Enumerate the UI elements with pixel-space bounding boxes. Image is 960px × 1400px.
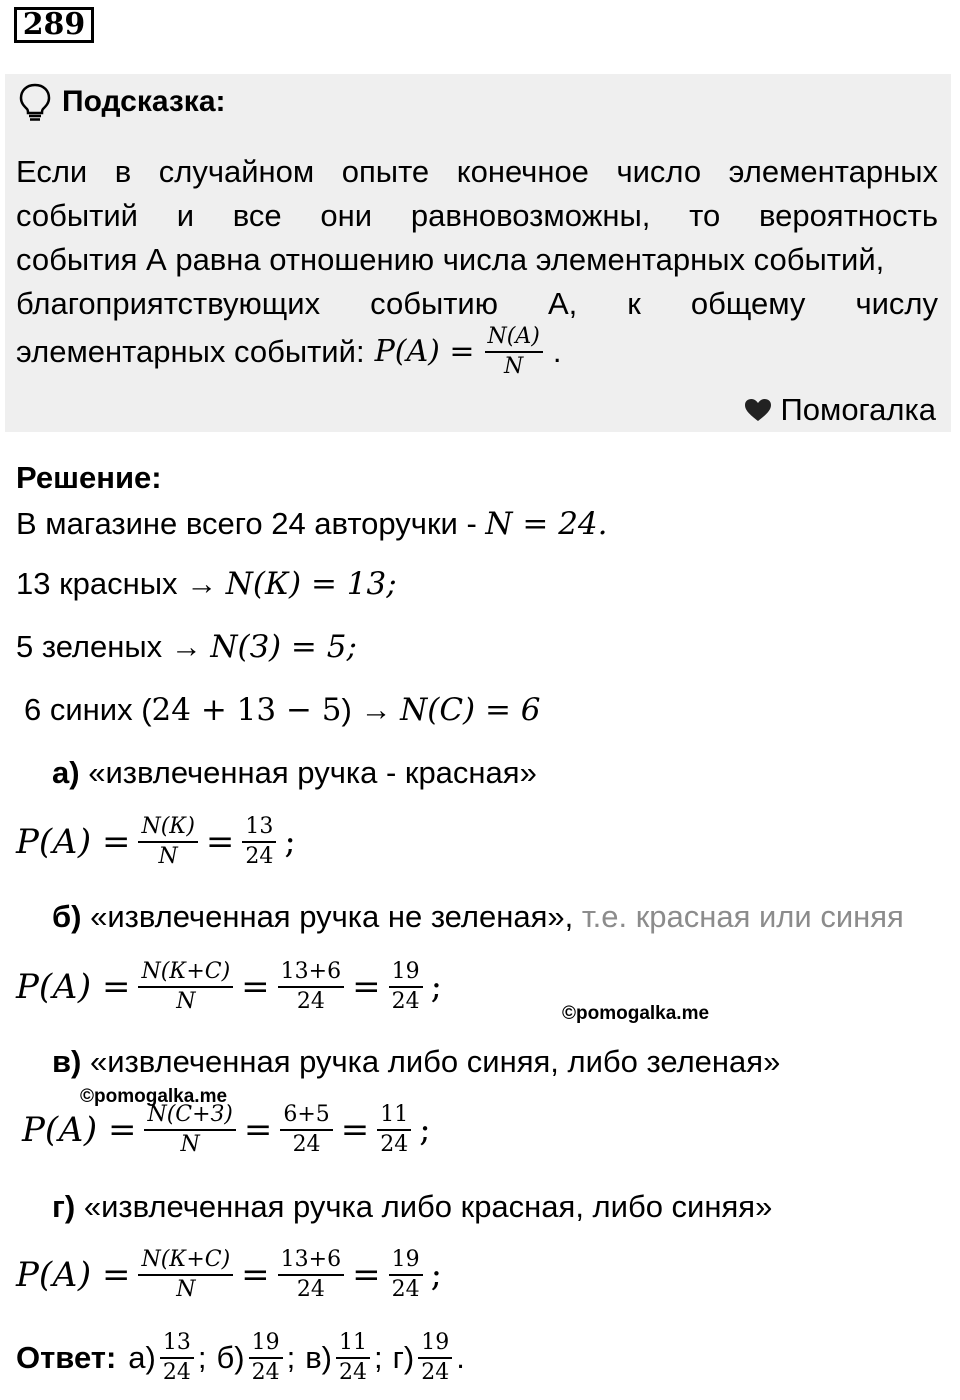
blue-text: 6 синих ( bbox=[24, 692, 152, 727]
answer-c-label: в) bbox=[305, 1340, 332, 1375]
part-d-frac-1 bbox=[138, 1249, 233, 1301]
part-d-label: г) bbox=[52, 1189, 76, 1224]
blue-math-paren: 24 + 13 − 5 bbox=[151, 692, 342, 728]
part-c-text: «извлеченная ручка либо синяя, либо зеленая» bbox=[90, 1044, 781, 1079]
part-b-formula bbox=[16, 961, 442, 1013]
part-b-f3-num: 19 bbox=[389, 961, 423, 988]
total-line bbox=[16, 506, 608, 542]
answer-a-sep: ; bbox=[197, 1340, 207, 1375]
part-d-f1-den: N bbox=[176, 1277, 196, 1302]
part-c-f1-den: N bbox=[180, 1132, 200, 1157]
equals-sign: = bbox=[352, 1255, 381, 1295]
part-b-frac-3 bbox=[389, 961, 423, 1013]
part-d-frac-3 bbox=[389, 1249, 423, 1301]
part-d-f2-den: 24 bbox=[296, 1277, 325, 1302]
answer-c-num: 11 bbox=[336, 1332, 370, 1359]
part-c-f2-den: 24 bbox=[292, 1132, 321, 1157]
green-text: 5 зеленых → bbox=[16, 629, 202, 664]
part-a-f1-num: N(К) bbox=[138, 816, 197, 843]
part-d-formula bbox=[16, 1249, 442, 1301]
part-b-f2-den: 24 bbox=[296, 989, 325, 1014]
hint-line-2: событий и все они равновозможны, то вероятность bbox=[16, 198, 938, 233]
watermark: ©pomogalka.me bbox=[80, 1086, 228, 1107]
equals-sign: = bbox=[205, 822, 235, 862]
watermark: ©pomogalka.me bbox=[562, 1003, 710, 1024]
green-line bbox=[16, 629, 357, 665]
answer-a-fraction bbox=[160, 1332, 194, 1384]
answer-d-label: г) bbox=[392, 1340, 415, 1375]
part-a-f2-num: 13 bbox=[242, 816, 276, 843]
hint-title bbox=[18, 82, 226, 122]
part-a-statement bbox=[52, 755, 537, 791]
hint-title-text: Подсказка: bbox=[62, 85, 226, 118]
heart-icon bbox=[744, 398, 772, 422]
answer-c-sep: ; bbox=[374, 1340, 383, 1375]
brand-label bbox=[744, 392, 936, 428]
part-c-tail: ; bbox=[419, 1110, 431, 1150]
part-b-f3-den: 24 bbox=[391, 989, 420, 1014]
equals-sign: = bbox=[340, 1110, 370, 1150]
part-c-formula bbox=[22, 1104, 431, 1156]
answer-label: Ответ: bbox=[16, 1340, 117, 1375]
part-a-f1-den: N bbox=[158, 844, 178, 869]
answer-b-label: б) bbox=[216, 1340, 245, 1375]
part-a-formula bbox=[16, 816, 296, 868]
part-a-frac-1 bbox=[138, 816, 197, 868]
part-d-f3-den: 24 bbox=[391, 1277, 420, 1302]
answer-a-num: 13 bbox=[160, 1332, 194, 1359]
answer-b-den: 24 bbox=[251, 1360, 280, 1385]
problem-number: 289 bbox=[14, 7, 94, 43]
answer-d-num: 19 bbox=[418, 1332, 452, 1359]
hint-line-5-text: элементарных событий: bbox=[16, 334, 365, 369]
answer-c-den: 24 bbox=[339, 1360, 367, 1385]
part-a-lhs: P(А) = bbox=[16, 822, 131, 862]
part-b-statement bbox=[52, 899, 904, 935]
part-a-label: а) bbox=[52, 755, 80, 790]
total-text: В магазине всего 24 авторучки - bbox=[16, 506, 486, 541]
part-d-text: «извлеченная ручка либо красная, либо синяя» bbox=[83, 1189, 773, 1224]
part-c-f3-den: 24 bbox=[380, 1132, 409, 1157]
part-a-tail: ; bbox=[284, 822, 296, 862]
blue-line bbox=[24, 692, 541, 728]
hint-formula-end: . bbox=[552, 334, 562, 369]
hint-formula-den: N bbox=[504, 354, 524, 379]
hint-formula-num: N(A) bbox=[485, 326, 543, 353]
hint-line-5 bbox=[16, 326, 938, 378]
part-b-f1-den: N bbox=[176, 989, 196, 1014]
answer-d-fraction bbox=[418, 1332, 452, 1384]
answer-c-fraction bbox=[336, 1332, 370, 1384]
blue-math: N(С) = 6 bbox=[400, 692, 541, 728]
part-b-text: «извлеченная ручка не зеленая», bbox=[90, 899, 574, 934]
part-c-statement bbox=[52, 1044, 780, 1080]
part-b-label: б) bbox=[52, 899, 82, 934]
part-d-f2-num: 13+6 bbox=[278, 1249, 344, 1276]
part-d-frac-2 bbox=[278, 1249, 344, 1301]
answer-b-num: 19 bbox=[249, 1332, 283, 1359]
hint-formula-fraction bbox=[485, 326, 543, 378]
part-a-frac-2 bbox=[242, 816, 276, 868]
equals-sign: = bbox=[352, 967, 381, 1007]
part-b-frac-2 bbox=[278, 961, 344, 1013]
red-math: N(К) = 13; bbox=[225, 566, 397, 602]
hint-line-3: события А равна отношению числа элементарных событий, bbox=[16, 242, 885, 277]
part-c-f3-num: 11 bbox=[377, 1104, 411, 1131]
equals-sign: = bbox=[241, 967, 270, 1007]
answer-b-fraction bbox=[249, 1332, 283, 1384]
part-c-f1-num: N(С+З) bbox=[144, 1104, 235, 1131]
part-b-note: т.е. красная или синяя bbox=[573, 899, 904, 934]
answer-d-sep: . bbox=[456, 1340, 465, 1375]
part-b-f1-num: N(К+С) bbox=[138, 961, 233, 988]
answer-a-label: а) bbox=[128, 1340, 156, 1375]
part-b-frac-1 bbox=[138, 961, 233, 1013]
part-d-statement bbox=[52, 1189, 772, 1225]
equals-sign: = bbox=[241, 1255, 270, 1295]
lightbulb-icon bbox=[18, 82, 52, 122]
part-a-text: «извлеченная ручка - красная» bbox=[88, 755, 537, 790]
part-b-f2-num: 13+6 bbox=[278, 961, 344, 988]
total-math: N = 24. bbox=[485, 506, 608, 542]
answer-d-den: 24 bbox=[421, 1360, 450, 1385]
part-c-frac-1 bbox=[144, 1104, 235, 1156]
solution-heading: Решение: bbox=[16, 460, 162, 495]
equals-sign: = bbox=[243, 1110, 273, 1150]
red-line bbox=[16, 566, 397, 602]
part-d-f1-num: N(К+С) bbox=[138, 1249, 233, 1276]
green-math: N(З) = 5; bbox=[210, 629, 357, 665]
part-d-lhs: P(А) = bbox=[16, 1255, 131, 1295]
part-c-f2-num: 6+5 bbox=[280, 1104, 332, 1131]
part-a-f2-den: 24 bbox=[245, 844, 274, 869]
hint-line-4: благоприятствующих событию А, к общему числу bbox=[16, 286, 938, 321]
hint-line-1: Если в случайном опыте конечное число элементарных bbox=[16, 154, 938, 189]
brand-text: Помогалка bbox=[780, 392, 936, 427]
answer-b-sep: ; bbox=[286, 1340, 296, 1375]
part-b-tail: ; bbox=[430, 967, 443, 1007]
part-c-label: в) bbox=[52, 1044, 82, 1079]
answer-line bbox=[16, 1332, 465, 1384]
answer-a-den: 24 bbox=[162, 1360, 191, 1385]
hint-formula-lhs: P(A) = bbox=[374, 334, 475, 369]
blue-close: ) → bbox=[341, 692, 392, 727]
part-d-tail: ; bbox=[430, 1255, 443, 1295]
part-c-frac-2 bbox=[280, 1104, 332, 1156]
red-text: 13 красных → bbox=[16, 566, 218, 601]
part-c-frac-3 bbox=[377, 1104, 411, 1156]
part-b-lhs: P(А) = bbox=[16, 967, 131, 1007]
part-c-lhs: P(А) = bbox=[22, 1110, 137, 1150]
part-d-f3-num: 19 bbox=[389, 1249, 423, 1276]
